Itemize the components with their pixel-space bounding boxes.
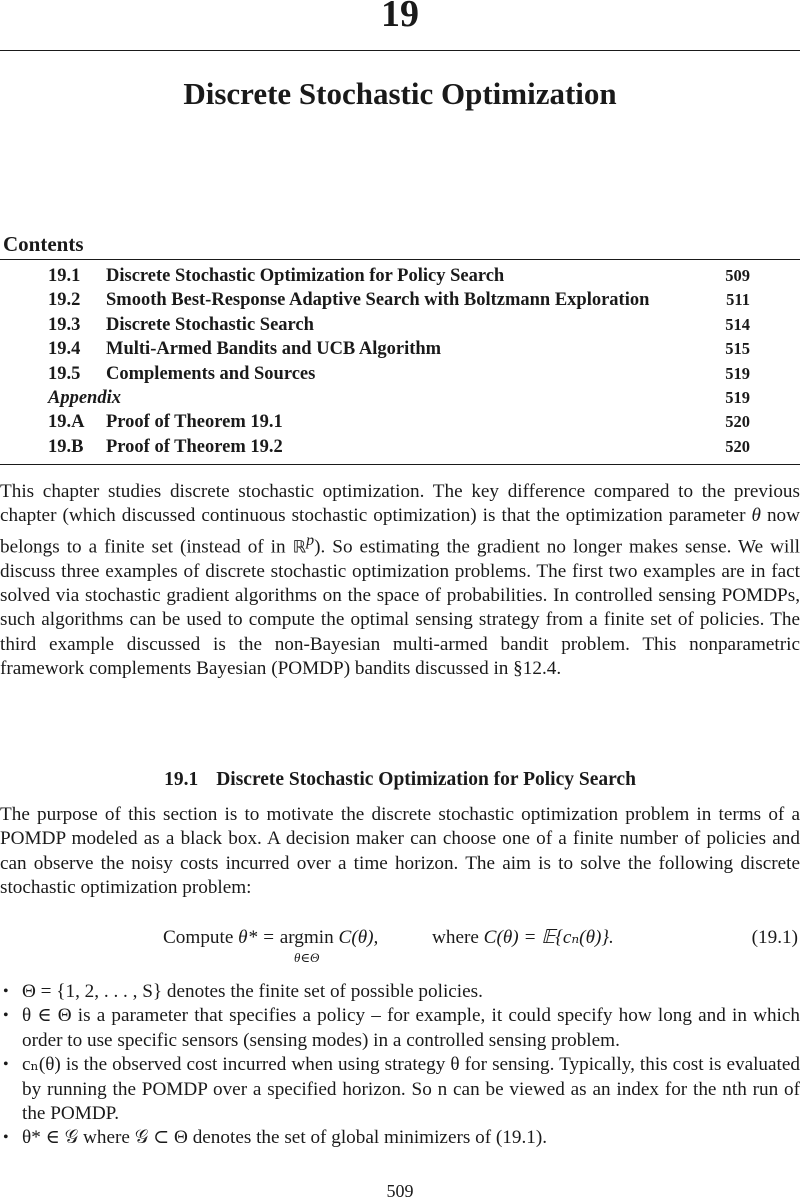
intro-text-2: now belongs to a finite set (instead of in	[0, 505, 800, 558]
dimension-symbol: p	[306, 531, 315, 549]
toc-entry-number: 19.2	[48, 290, 81, 311]
toc-entry-page: 519	[725, 363, 750, 383]
toc-entry-page: 520	[725, 436, 750, 456]
toc-entry-title: Discrete Stochastic Search	[106, 314, 314, 335]
equation-lhs	[163, 926, 379, 965]
bullet-marker: •	[3, 1007, 9, 1025]
list-item	[0, 1004, 800, 1053]
toc-entry-number: 19.A	[48, 412, 85, 433]
toc-entry-page: 520	[725, 412, 750, 432]
bullet-marker: •	[3, 1056, 9, 1074]
toc-entry-title: Multi-Armed Bandits and UCB Algorithm	[106, 339, 442, 360]
contents-heading: Contents	[3, 232, 84, 256]
toc-entry-title: Discrete Stochastic Optimization for Policy Search	[106, 266, 505, 286]
page-number: 509	[386, 1181, 414, 1201]
equation-where-word: where	[432, 927, 479, 948]
bullet-list	[0, 980, 800, 1151]
chapter-rule	[0, 50, 800, 51]
toc-entry[interactable]	[48, 288, 750, 312]
toc-entry-title: Proof of Theorem 19.1	[106, 412, 283, 433]
toc-entry-page: 515	[725, 339, 750, 359]
equation-argmin-subscript: θ∈Θ	[294, 950, 320, 965]
toc-entry-number: 19.B	[48, 436, 84, 457]
toc-entry[interactable]	[48, 313, 750, 337]
equation-argmin-operator: argmin	[279, 927, 334, 948]
toc-entry[interactable]	[48, 435, 750, 459]
toc-appendix-entry[interactable]	[48, 386, 750, 410]
equation-theta-star: θ* =	[238, 927, 275, 948]
equation-argmin	[279, 926, 334, 965]
equation-objective: C(θ),	[338, 927, 379, 948]
table-of-contents	[48, 264, 750, 459]
intro-text-1: This chapter studies discrete stochastic optimization. The key difference compared to the previous chapter (which discussed continuous stochastic optimization) is that the optimization parameter	[0, 481, 800, 527]
bullet-marker: •	[3, 1129, 9, 1147]
section-number: 19.1	[164, 769, 199, 790]
section-paragraph: The purpose of this section is to motivate the discrete stochastic optimization problem in terms of a POMDP modeled as a black box. A decision maker can choose one of a finite number of policies and can observe the noisy costs incurred over a time horizon. The aim is to solve the following discrete stochastic optimization problem:	[0, 804, 800, 899]
toc-entry-number: 19.3	[48, 314, 81, 335]
chapter-number: 19	[381, 0, 419, 35]
contents-bottom-rule	[0, 464, 800, 465]
toc-entry[interactable]	[48, 337, 750, 361]
toc-entry-title: Complements and Sources	[106, 363, 316, 384]
toc-entry-number: 19.1	[48, 266, 81, 286]
intro-text-3: ). So estimating the gradient no longer makes sense. We will discuss three examples of discrete stochastic optimization problems. The first two examples are in fact solved via stochastic gradient algorithms on the space of probabilities. In controlled sensing POMDPs, such algorithms can be used to compute the optimal sensing strategy from a finite set of policies. The third example discussed is the non-Bayesian multi-armed bandit problem. This nonparametric framework complements Bayesian (POMDP) bandits discussed in §12.4.	[0, 536, 800, 680]
reals-symbol: ℝ	[292, 537, 307, 558]
list-item-text: θ* ∈ 𝒢 where 𝒢 ⊂ Θ denotes the set of global minimizers of (19.1).	[22, 1127, 548, 1149]
equation-rhs	[432, 926, 614, 950]
toc-entry-number: 19.5	[48, 363, 81, 384]
toc-entry-page: 511	[726, 290, 750, 310]
toc-appendix-label: Appendix	[48, 387, 121, 408]
toc-entry[interactable]	[48, 264, 750, 288]
toc-entry-title: Smooth Best-Response Adaptive Search with Boltzmann Exploration	[106, 290, 650, 311]
equation-19-1	[0, 926, 800, 970]
contents-top-rule	[0, 259, 800, 260]
toc-entry-number: 19.4	[48, 339, 81, 360]
list-item	[0, 1053, 800, 1126]
toc-appendix-page: 519	[725, 387, 750, 407]
toc-entry-page: 514	[725, 314, 750, 334]
equation-compute-word: Compute	[163, 927, 234, 948]
theta-symbol: θ	[751, 505, 761, 527]
toc-entry-page: 509	[725, 266, 750, 285]
toc-entry[interactable]	[48, 410, 750, 434]
equation-definition: C(θ) = 𝔼{cₙ(θ)}.	[483, 927, 614, 948]
list-item-text: θ ∈ Θ is a parameter that specifies a policy – for example, it could specify how long and in which order to use specific sensors (sensing modes) in a controlled sensing problem.	[22, 1005, 800, 1051]
list-item	[0, 980, 800, 1004]
bullet-marker: •	[3, 983, 9, 1000]
section-title: Discrete Stochastic Optimization for Policy Search	[216, 769, 636, 790]
intro-paragraph	[0, 480, 800, 682]
equation-label: (19.1)	[751, 927, 798, 948]
list-item	[0, 1126, 800, 1150]
chapter-title: Discrete Stochastic Optimization	[183, 76, 617, 111]
toc-entry-title: Proof of Theorem 19.2	[106, 436, 283, 457]
toc-entry[interactable]	[48, 362, 750, 386]
section-heading	[0, 766, 800, 794]
list-item-text: cₙ(θ) is the observed cost incurred when using strategy θ for sensing. Typically, this cost is evaluated by running the POMDP over a specified horizon. So n can be viewed as an index for the nth run of the POMDP.	[22, 1054, 800, 1125]
list-item-text: Θ = {1, 2, . . . , S} denotes the finite set of possible policies.	[22, 981, 483, 1002]
